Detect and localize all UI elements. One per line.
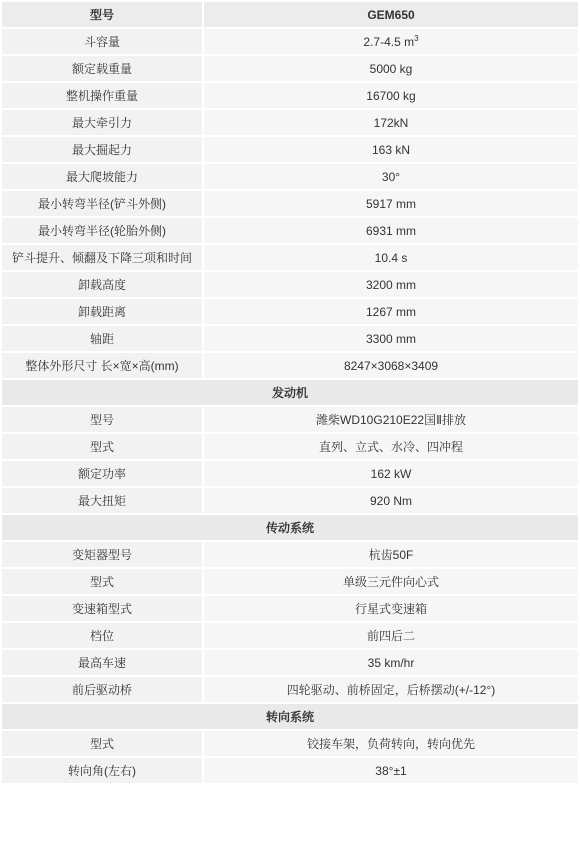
spec-label: 转向角(左右): [2, 758, 202, 783]
spec-row: [2, 623, 578, 648]
header-label: 型号: [2, 2, 202, 27]
spec-row: [2, 353, 578, 378]
spec-label: 变速箱型式: [2, 596, 202, 621]
section-title: 传动系统: [2, 515, 578, 540]
spec-value: 10.4 s: [204, 245, 578, 270]
spec-row: [2, 245, 578, 270]
spec-row: [2, 731, 578, 756]
spec-row: [2, 299, 578, 324]
spec-row: [2, 83, 578, 108]
spec-value: 5000 kg: [204, 56, 578, 81]
spec-label: 变矩器型号: [2, 542, 202, 567]
spec-row: [2, 596, 578, 621]
spec-row: [2, 488, 578, 513]
spec-row: [2, 650, 578, 675]
spec-value: 行星式变速箱: [204, 596, 578, 621]
spec-label: 型式: [2, 434, 202, 459]
spec-label: 最小转弯半径(轮胎外侧): [2, 218, 202, 243]
spec-row: [2, 542, 578, 567]
spec-value: 3200 mm: [204, 272, 578, 297]
spec-value: 单级三元件向心式: [204, 569, 578, 594]
spec-label: 斗容量: [2, 29, 202, 54]
spec-label: 最大爬坡能力: [2, 164, 202, 189]
spec-row: [2, 569, 578, 594]
spec-value: 920 Nm: [204, 488, 578, 513]
spec-label: 型式: [2, 731, 202, 756]
spec-row: [2, 407, 578, 432]
spec-row: [2, 326, 578, 351]
section-header-steering: [2, 704, 578, 729]
spec-value: 8247×3068×3409: [204, 353, 578, 378]
spec-value: 前四后二: [204, 623, 578, 648]
spec-row: [2, 164, 578, 189]
spec-value: 162 kW: [204, 461, 578, 486]
spec-label: 型号: [2, 407, 202, 432]
spec-label: 铲斗提升、倾翻及下降三项和时间: [2, 245, 202, 270]
spec-value: 16700 kg: [204, 83, 578, 108]
section-title: 转向系统: [2, 704, 578, 729]
spec-label: 最小转弯半径(铲斗外侧): [2, 191, 202, 216]
spec-row: [2, 434, 578, 459]
spec-value: 35 km/hr: [204, 650, 578, 675]
spec-row: [2, 218, 578, 243]
spec-value: [204, 29, 578, 54]
spec-value: 铰接车架，负荷转向，转向优先: [204, 731, 578, 756]
spec-value: 172kN: [204, 110, 578, 135]
spec-label: 卸载高度: [2, 272, 202, 297]
spec-row: [2, 272, 578, 297]
section-header-engine: [2, 380, 578, 405]
spec-value: 38°±1: [204, 758, 578, 783]
spec-label: 最大掘起力: [2, 137, 202, 162]
spec-label: 最大扭矩: [2, 488, 202, 513]
spec-value: 5917 mm: [204, 191, 578, 216]
spec-label: 轴距: [2, 326, 202, 351]
unit-superscript: 3: [414, 33, 419, 43]
spec-value: 163 kN: [204, 137, 578, 162]
spec-value: 直列、立式、水冷、四冲程: [204, 434, 578, 459]
spec-value: 四轮驱动、前桥固定，后桥摆动(+/-12°): [204, 677, 578, 702]
spec-label: 最高车速: [2, 650, 202, 675]
section-header-transmission: [2, 515, 578, 540]
spec-label: 前后驱动桥: [2, 677, 202, 702]
spec-value: 6931 mm: [204, 218, 578, 243]
spec-row: [2, 56, 578, 81]
spec-row: [2, 677, 578, 702]
spec-value: 杭齿50F: [204, 542, 578, 567]
spec-value: 1267 mm: [204, 299, 578, 324]
spec-label: 整机操作重量: [2, 83, 202, 108]
spec-label: 额定功率: [2, 461, 202, 486]
spec-row: [2, 29, 578, 54]
spec-value: 3300 mm: [204, 326, 578, 351]
spec-value: 30°: [204, 164, 578, 189]
spec-value: 潍柴WD10G210E22国Ⅱ排放: [204, 407, 578, 432]
spec-label: 卸载距离: [2, 299, 202, 324]
section-title: 发动机: [2, 380, 578, 405]
spec-label: 额定载重量: [2, 56, 202, 81]
table-header-row: [2, 2, 578, 27]
spec-row: [2, 758, 578, 783]
spec-row: [2, 461, 578, 486]
spec-row: [2, 137, 578, 162]
spec-value-text: 2.7-4.5 m: [363, 34, 415, 49]
spec-label: 整体外形尺寸 长×宽×高(mm): [2, 353, 202, 378]
spec-row: [2, 110, 578, 135]
spec-label: 型式: [2, 569, 202, 594]
header-model-value: GEM650: [204, 2, 578, 27]
spec-label: 档位: [2, 623, 202, 648]
spec-row: [2, 191, 578, 216]
spec-label: 最大牵引力: [2, 110, 202, 135]
